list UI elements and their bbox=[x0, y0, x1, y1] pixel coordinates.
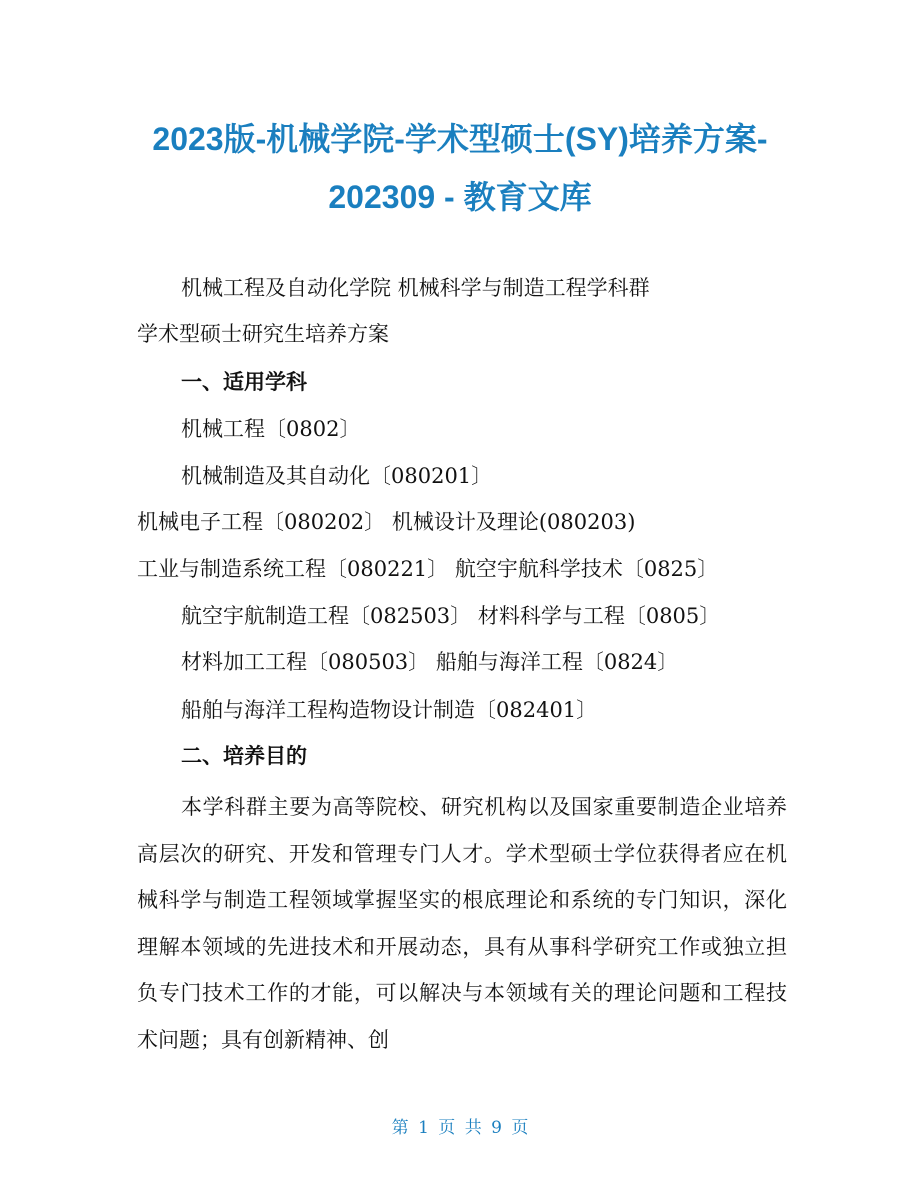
discipline-line: 船舶与海洋工程构造物设计制造〔082401〕 bbox=[181, 698, 598, 722]
program-title-line: 学术型硕士研究生培养方案 bbox=[137, 322, 389, 346]
discipline-line: 材料加工工程〔080503〕 船舶与海洋工程〔0824〕 bbox=[181, 650, 679, 674]
discipline-line: 工业与制造系统工程〔080221〕 航空宇航科学技术〔0825〕 bbox=[137, 557, 719, 581]
title-line-1: 2023版-机械学院-学术型硕士(SY)培养方案- bbox=[152, 121, 768, 157]
discipline-line: 机械电子工程〔080202〕 机械设计及理论(080203) bbox=[137, 510, 636, 534]
school-name-line: 机械工程及自动化学院 机械科学与制造工程学科群 bbox=[181, 276, 650, 300]
section-heading-goals: 二、培养目的 bbox=[181, 743, 307, 768]
discipline-line: 航空宇航制造工程〔082503〕 材料科学与工程〔0805〕 bbox=[181, 604, 721, 628]
document-title bbox=[60, 110, 860, 226]
discipline-line: 机械制造及其自动化〔080201〕 bbox=[181, 464, 493, 488]
page-footer: 第 1 页 共 9 页 bbox=[391, 1118, 529, 1138]
discipline-line: 机械工程〔0802〕 bbox=[181, 417, 361, 441]
goals-paragraph: 本学科群主要为高等院校、研究机构以及国家重要制造企业培养高层次的研究、开发和管理专门人才。学术型硕士学位获得者应在机械科学与制造工程领域掌握坚实的根底理论和系统的专门知识，深化理解本领域的先进技术和开展动态，具有从事科学研究工作或独立担负专门技术工作的才能，可以解决与本领域有关的理论问题和工程技术问题；具有创新精神、创 bbox=[137, 795, 787, 1052]
title-line-2: 202309 - 教育文库 bbox=[328, 179, 592, 215]
section-heading-disciplines: 一、适用学科 bbox=[181, 369, 307, 394]
